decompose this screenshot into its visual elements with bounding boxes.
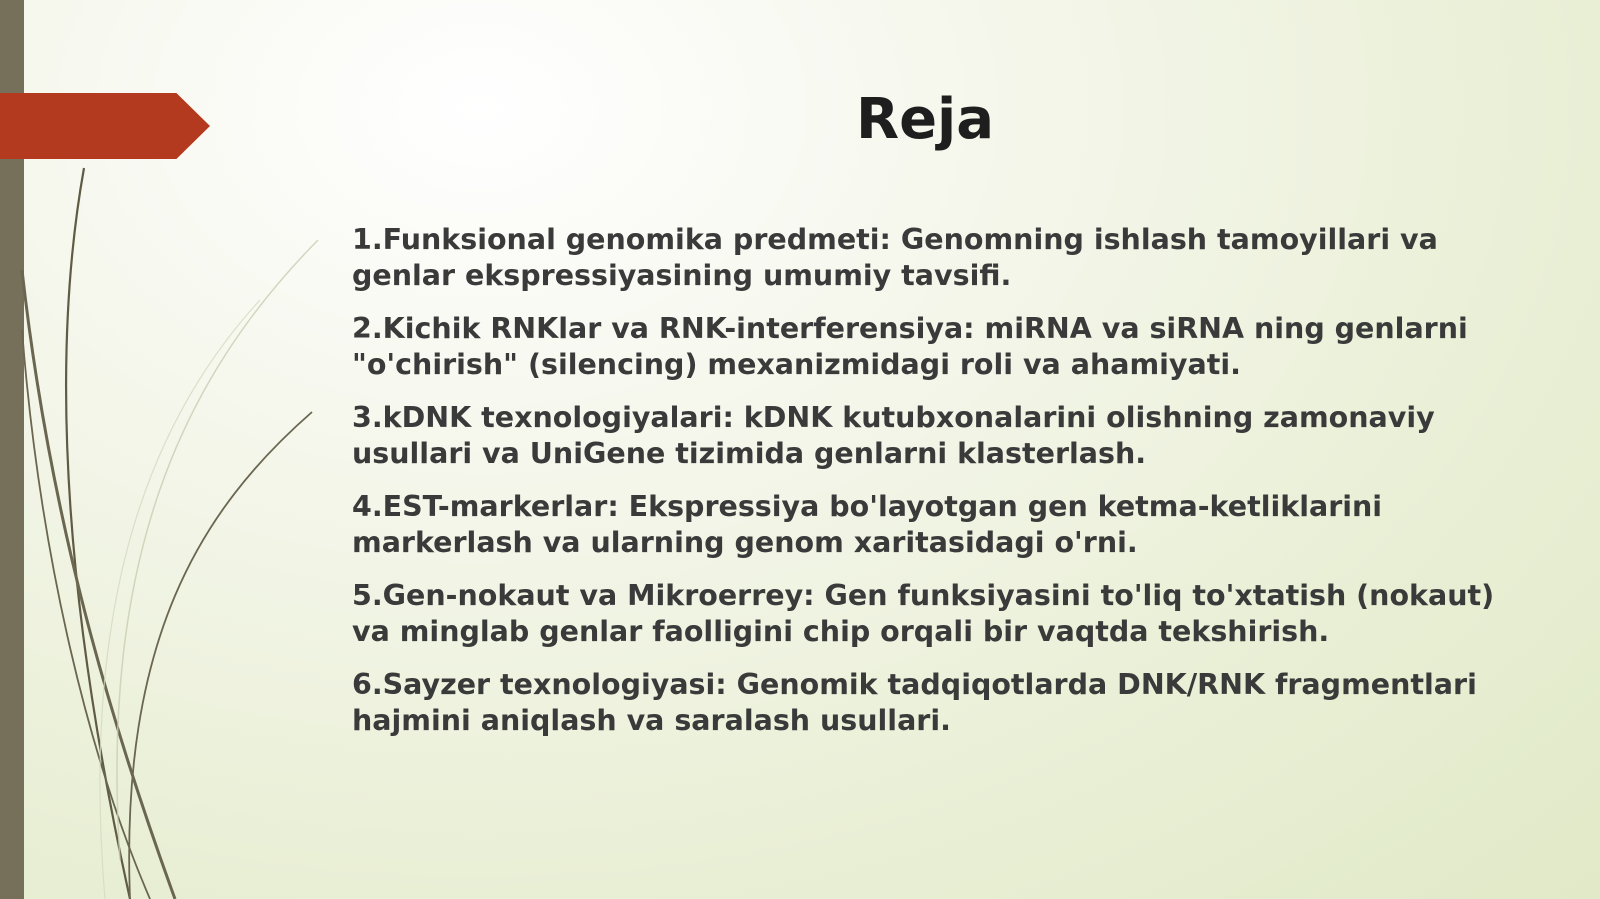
slide-title: Reja bbox=[855, 87, 995, 152]
plan-item-6: 6.Sayzer texnologiyasi: Genomik tadqiqotlarda DNK/RNK fragmentlari hajmini aniqlash va saralash usullari. bbox=[352, 668, 1477, 737]
plan-item-4: 4.EST-markerlar: Ekspressiya bo'layotgan gen ketma-ketliklarini markerlash va ularning genom xaritasidagi o'rni. bbox=[352, 490, 1383, 559]
plan-item-1: 1.Funksional genomika predmeti: Genomning ishlash tamoyillari va genlar ekspressiyasining umumiy tavsifi. bbox=[352, 223, 1438, 292]
plan-item-5: 5.Gen-nokaut va Mikroerrey: Gen funksiyasini to'liq to'xtatish (nokaut) va minglab genlar faolligini chip orqali bir vaqtda tekshirish. bbox=[352, 579, 1495, 648]
plan-item-3: 3.kDNK texnologiyalari: kDNK kutubxonalarini olishning zamonaviy usullari va UniGene tizimida genlarni klasterlash. bbox=[352, 401, 1435, 470]
plan-item-2: 2.Kichik RNKlar va RNK-interferensiya: miRNA va siRNA ning genlarni "o'chirish" (silencing) mexanizmidagi roli va ahamiyati. bbox=[352, 312, 1468, 381]
title-arrow-tab bbox=[0, 93, 210, 159]
plan-list bbox=[352, 222, 1502, 756]
